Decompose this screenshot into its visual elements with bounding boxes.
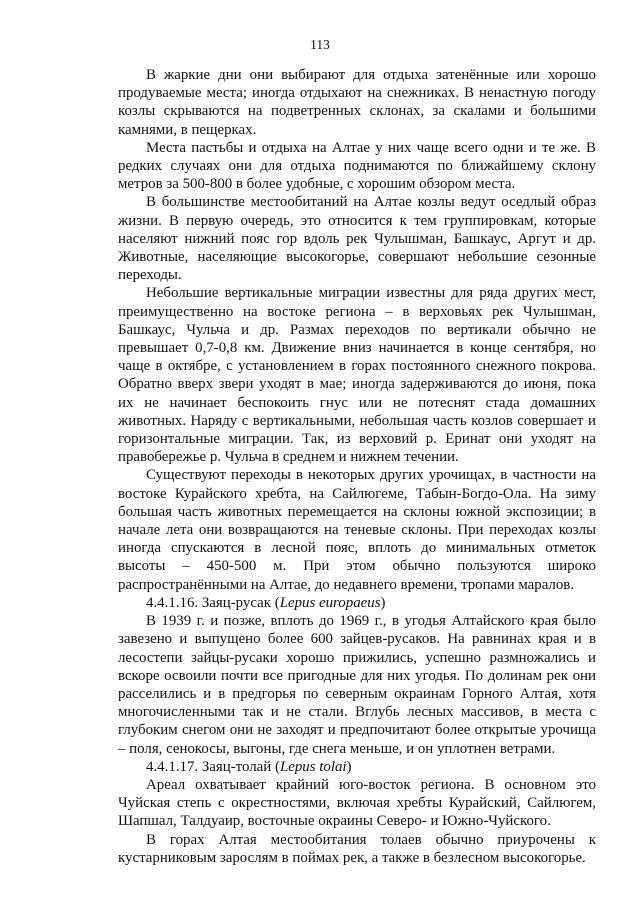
body-text: [118, 66, 596, 867]
paragraph-hare: В 1939 г. и позже, вплоть до 1969 г., в угодья Алтайского края было завезено и выпущено более 600 зайцев-русаков. На равнинах края и в лесостепи зайцы-русаки хорошо прижились, успешно размножались и вскоре освоили почти все пригодные для них угодья. По долинам рек они расселились и в предгорья по северным окраинам Горного Алтая, хотя многочисленными так и не стали. Вглубь лесных массивов, в места с глубоким снегом они не заходят и предпочитают более открытые урочища – поля, сенокосы, выгоны, где снега меньше, и он уплотнен ветрами.: [118, 613, 596, 757]
heading-tolai-latin: Lepus tolai: [279, 758, 347, 775]
paragraph-tolai-range: Ареал охватывает крайний юго-восток региона. В основном это Чуйская степь с окрестностями, включая хребты Курайский, Сайлюгем, Шапшал, Талдуаир, восточные окраины Северо- и Южно-Чуйского.: [118, 776, 596, 830]
heading-hare-prefix: 4.4.1.16. Заяц-русак (: [146, 594, 280, 611]
paragraph-sedentary: В большинстве местообитаний на Алтае козлы ведут оседлый образ жизни. В первую очередь, это относится к тем группировкам, которые населяют нижний пояс гор вдоль рек Чулышман, Башкаус, Аргут и др. Животные, населяющие высокогорье, совершают небольшие сезонные переходы.: [118, 194, 596, 284]
heading-tolai-prefix: 4.4.1.17. Заяц-толай (: [146, 758, 280, 775]
paragraph-transitions: Существуют переходы в некоторых других урочищах, в частности на востоке Курайского хребта, на Сайлюгеме, Табын-Богдо-Ола. На зиму большая часть животных перемещается на склоны южной экспозиции; в начале лета они возвращаются на теневые склоны. При переходах козлы иногда спускаются в лесной пояс, вплоть до минимальных отметок высоты – 450-500 м. При этом обычно пользуются широко распространёнными на Алтае, до недавнего времени, тропами маралов.: [118, 467, 596, 593]
heading-hare-latin: Lepus europaeus: [279, 594, 381, 611]
heading-tolai-suffix: ): [346, 758, 352, 775]
paragraph-grazing: Места пастьбы и отдыха на Алтае у них чаще всего одни и те же. В редких случаях они для отдыха поднимаются по ближайшему склону метров за 500-800 в более удобные, с хорошим обзором места.: [118, 139, 596, 193]
section-heading-hare: [118, 594, 596, 612]
heading-hare-suffix: ): [380, 594, 386, 611]
section-heading-tolai: [118, 758, 596, 776]
paragraph-vertical-migrations: Небольшие вертикальные миграции известны для ряда других мест, преимущественно на востоке региона – в верховьях рек Чулышман, Башкаус, Чульча и др. Размах переходов по вертикали обычно не превышает 0,7-0,8 км. Движение вниз начинается в конце сентября, но чаще в октябре, с установлением в горах постоянного снежного покрова. Обратно вверх звери уходят в мае; иногда задерживаются до июня, пока их не начинает беспокоить гнус или не потеснят стада домашних животных. Наряду с вертикальными, небольшая часть козлов совершает и горизонтальные миграции. Так, из верховий р. Еринат они уходят на правобережье р. Чульча в среднем и нижнем течении.: [118, 285, 596, 466]
page-number: 113: [310, 37, 330, 52]
paragraph-shelter: В жаркие дни они выбирают для отдыха затенённые или хорошо продуваемые места; иногда отдыхают на снежниках. В ненастную погоду козлы скрываются на подветренных склонах, за скалами и большими камнями, в пещерках.: [118, 67, 596, 138]
paragraph-tolai-habitat: В горах Алтая местообитания толаев обычно приурочены к кустарниковым зарослям в поймах рек, а также в безлесном высокогорье.: [118, 831, 596, 866]
